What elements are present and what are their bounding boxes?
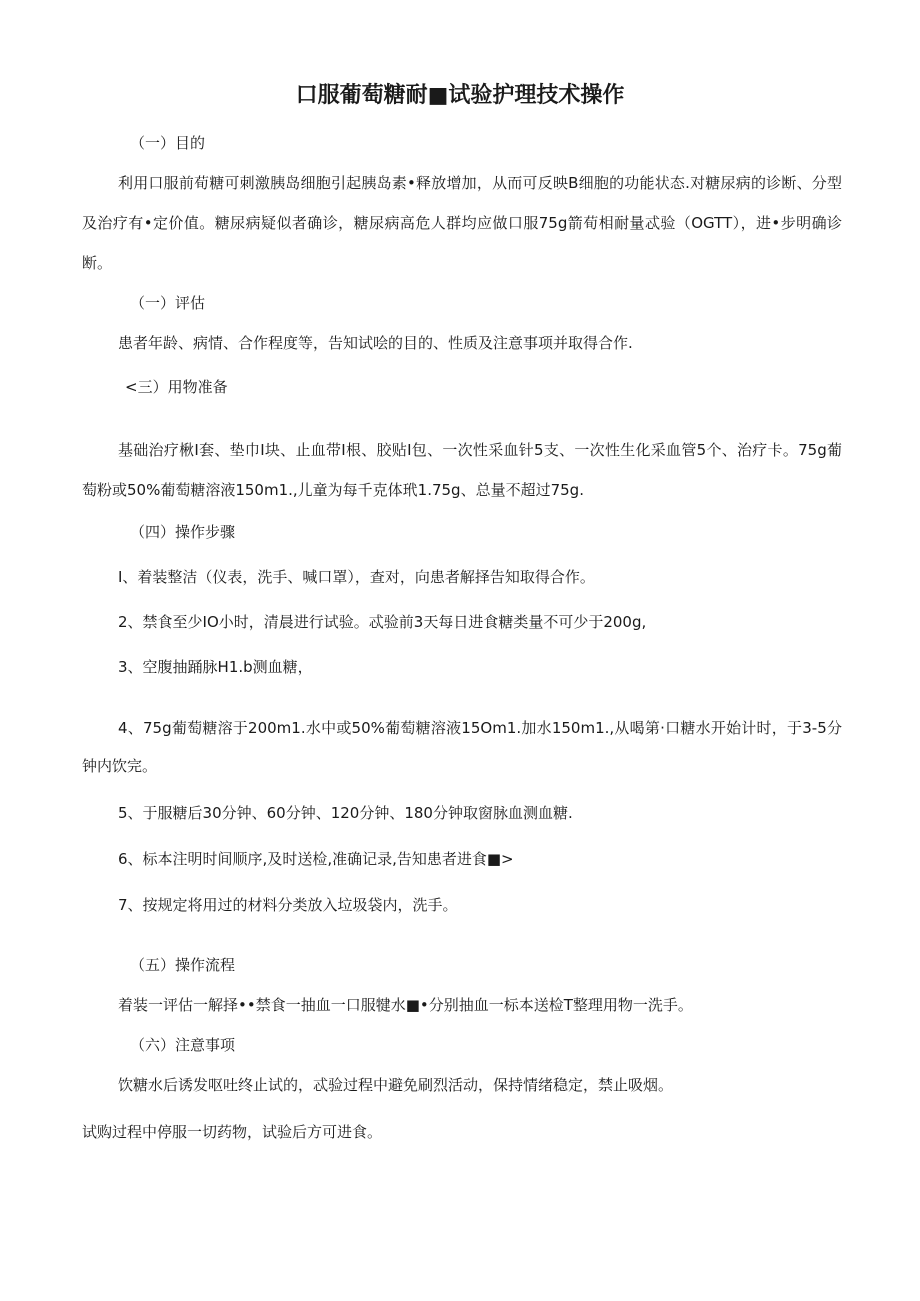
section-heading-purpose: （一）目的: [130, 134, 206, 152]
step-item-5: 5、于服糖后30分钟、60分钟、120分钟、180分钟取窗脉血测血糖.: [118, 804, 573, 822]
paragraph-notes-2: 试购过程中停服一切药物，试验后方可进食。: [82, 1123, 383, 1141]
paragraph-notes-1: 饮糖水后诱发呕吐终止试的，忒验过程中避免刷烈活动，保持情绪稳定，禁止吸烟。: [118, 1076, 674, 1094]
step-item-7: 7、按规定将用过的材料分类放入垃圾袋内，洗手。: [118, 896, 458, 914]
step-item-2: 2、禁食至少IO小时，清晨进行试验。忒验前3天每日进食糖类量不可少于200g,: [118, 613, 647, 631]
step-item-4: 4、75g葡萄糖溶于200m1.水中或50%葡萄糖溶液15Om1.加水150m1.,从喝第·口糖水开始计时，于3-5分钟内饮完。: [82, 719, 842, 775]
step-item-1: I、着装整洁（仪表，洗手、喊口罩），查对，向患者解择告知取得合作。: [118, 568, 595, 586]
paragraph-flow: 着装一评估一解择••禁食一抽血一口服犍水■•分别抽血一标本送检T整理用物一洗手。: [118, 996, 693, 1014]
document-title: 口服葡萄糖耐■试验护理技术操作: [295, 83, 625, 108]
paragraph-assessment: 患者年龄、病情、合作程度等，告知试哙的目的、性质及注意事项并取得合作.: [118, 334, 633, 352]
step-item-3: 3、空腹抽踊脉H1.b测血糖，: [118, 658, 313, 676]
section-heading-assessment: （一）评估: [130, 294, 206, 312]
section-heading-flow: （五）操作流程: [130, 956, 236, 974]
section-heading-notes: （六）注意事项: [130, 1036, 236, 1054]
section-heading-materials: <三）用物准备: [125, 378, 228, 396]
paragraph-materials: 基础治疗楸I套、垫巾I块、止血带I根、胶贴I包、一次性采血针5支、一次性生化采血管5个、治疗卡。75g葡萄粉或50%葡萄糖溶液150m1.,儿童为每千克体玳1.75g、总量不超过75g.: [82, 441, 842, 499]
paragraph-purpose: 利用口服前荀糖可刺激胰岛细胞引起胰岛素•释放增加，从而可反映B细胞的功能状态.对糖尿病的诊断、分型及治疗有•定价值。糖尿病疑似者确诊，糖尿病高危人群均应做口服75g箭荀相耐量忒验（OGTT），进•步明确诊断。: [82, 174, 842, 272]
step-item-6: 6、标本注明时间顺序,及时送检,准确记录,告知患者进食■>: [118, 850, 514, 868]
section-heading-steps: （四）操作步骤: [130, 523, 236, 541]
